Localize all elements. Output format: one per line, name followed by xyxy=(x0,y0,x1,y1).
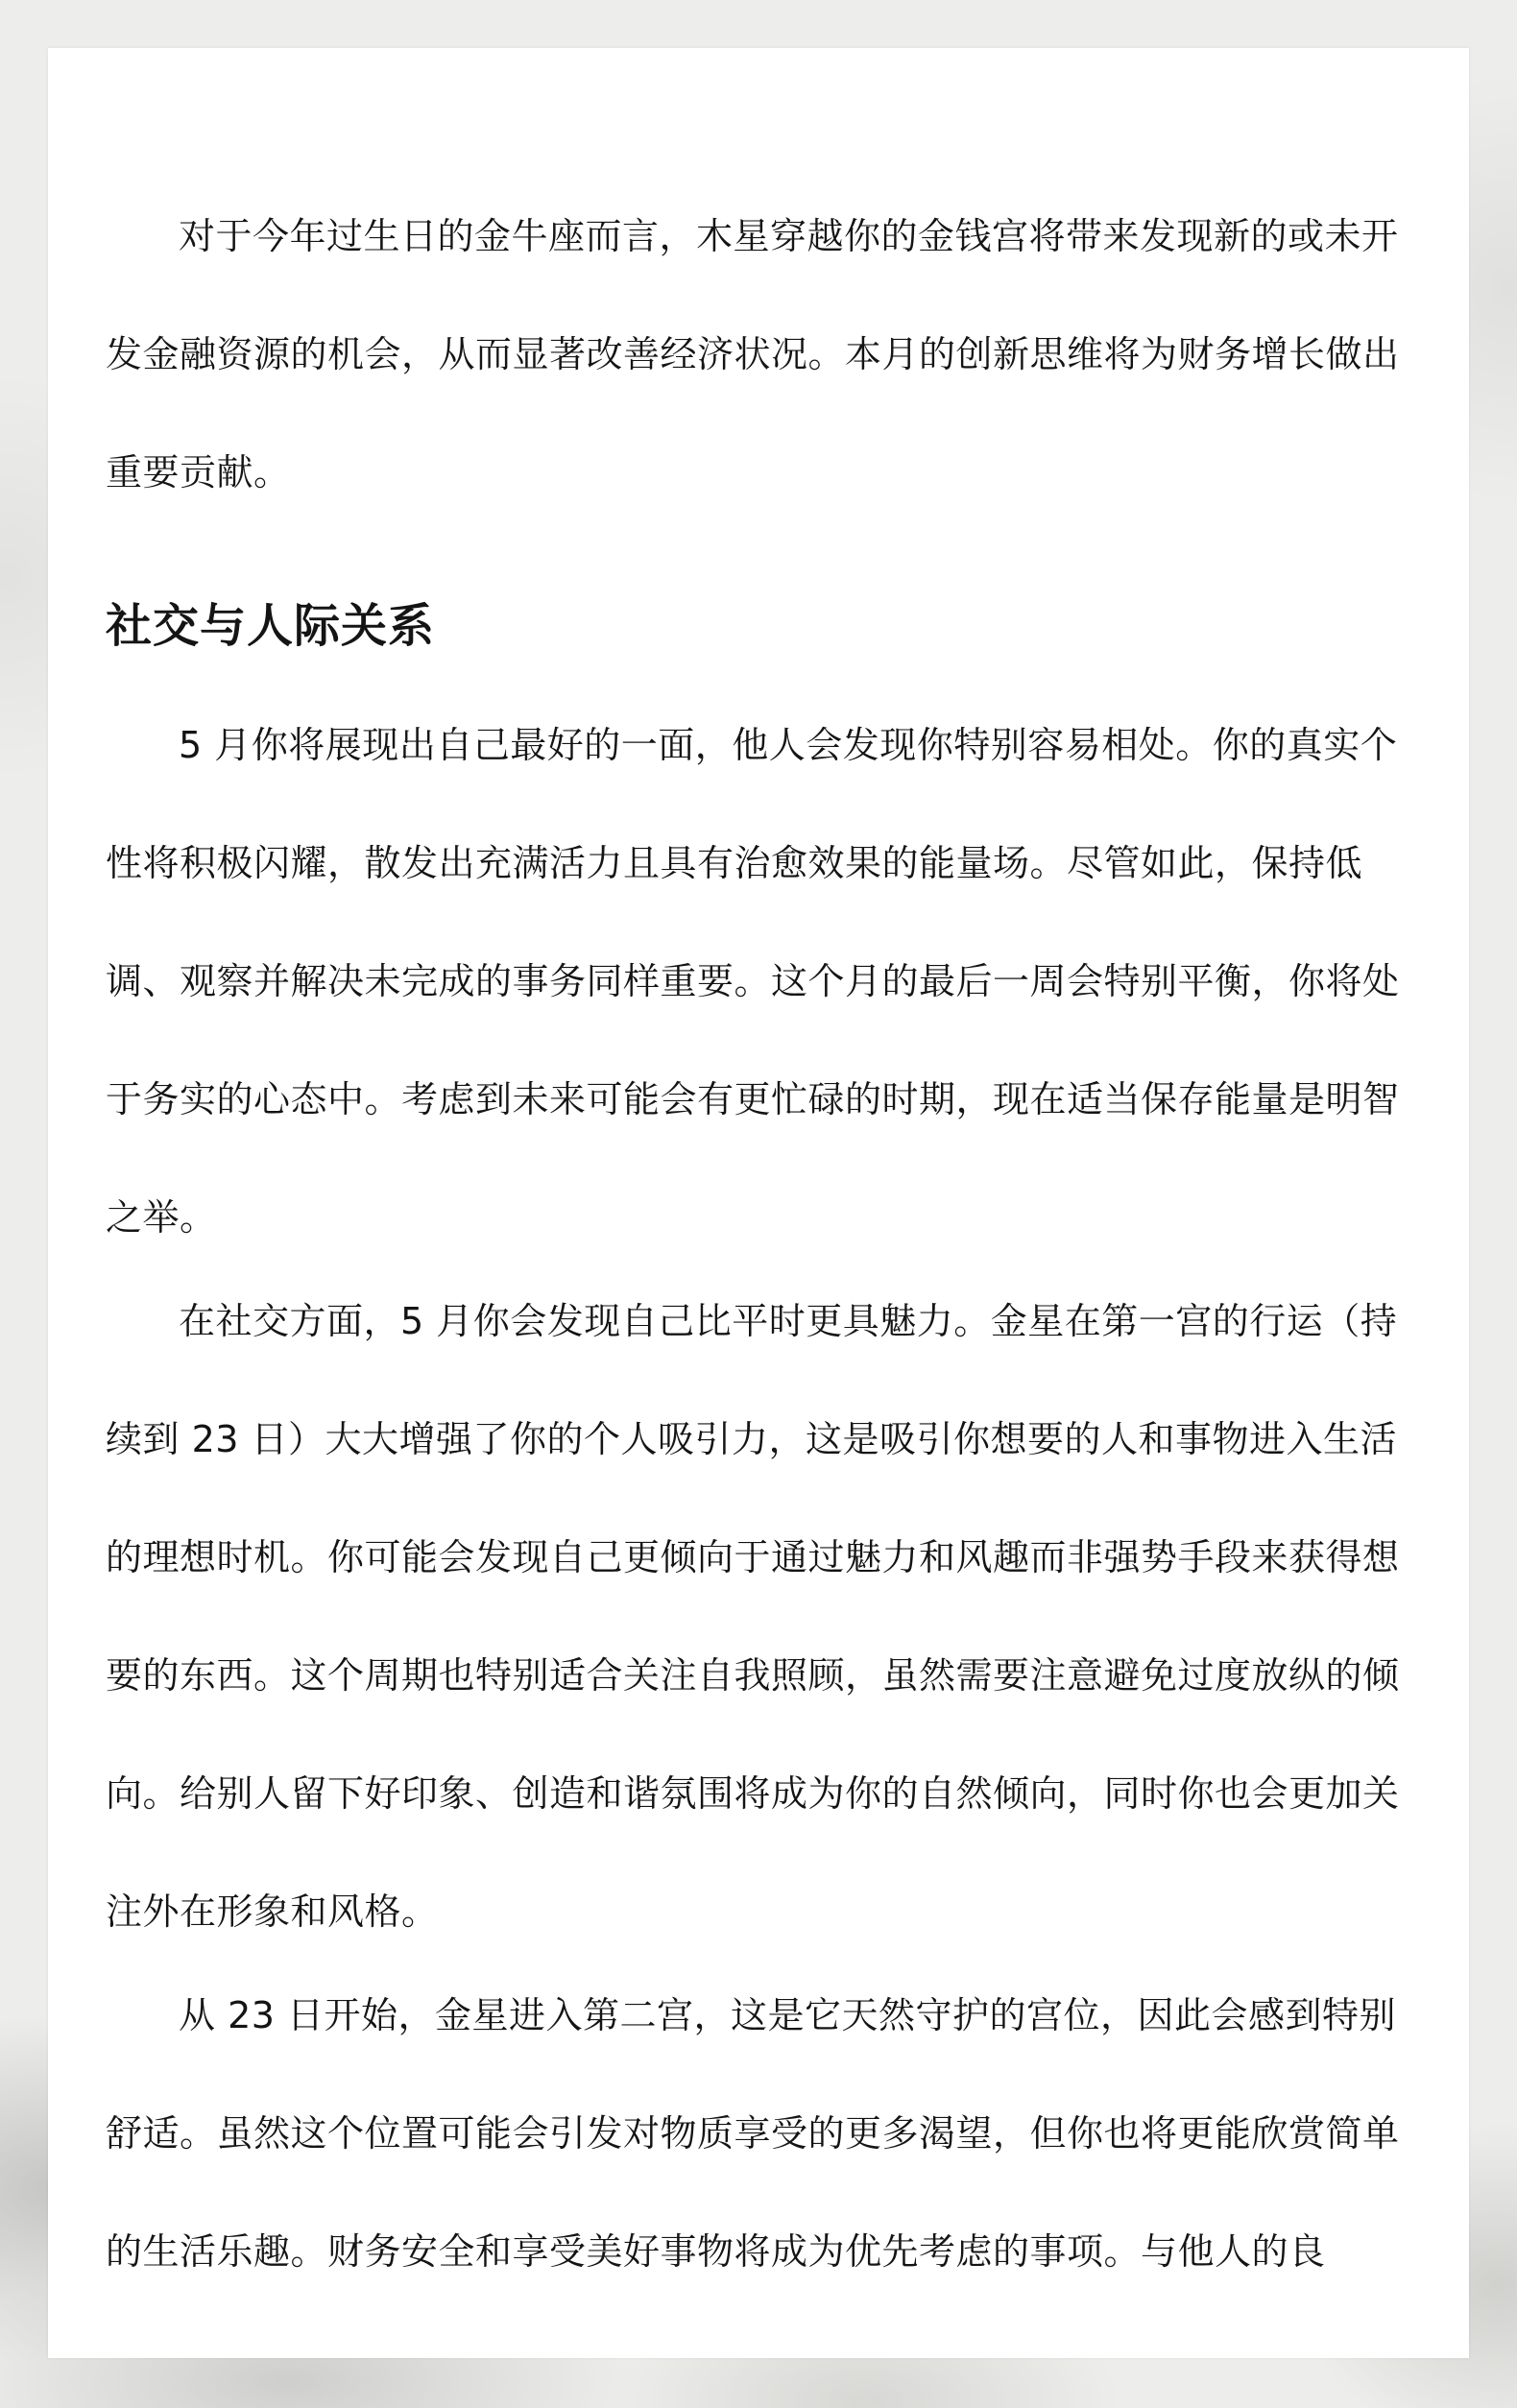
paragraph-social-1: 5 月你将展现出自己最好的一面，他人会发现你特别容易相处。你的真实个性将积极闪耀，散发出充满活力且具有治愈效果的能量场。尽管如此，保持低调、观察并解决未完成的事务同样重要。这个月的最后一周会特别平衡，你将处于务实的心态中。考虑到未来可能会有更忙碌的时期，现在适当保存能量是明智之举。 xyxy=(106,724,1400,1239)
paragraph-finance: 对于今年过生日的金牛座而言，木星穿越你的金钱宫将带来发现新的或未开发金融资源的机会，从而显著改善经济状况。本月的创新思维将为财务增长做出重要贡献。 xyxy=(106,215,1400,494)
paragraph-social-3: 从 23 日开始，金星进入第二宫，这是它天然守护的宫位，因此会感到特别舒适。虽然这个位置可能会引发对物质享受的更多渴望，但你也将更能欣赏简单的生活乐趣。财务安全和享受美好事物将成为优先考虑的事项。与他人的良 xyxy=(106,1994,1400,2273)
document-page xyxy=(48,48,1469,2358)
article-body xyxy=(106,178,1421,2311)
paragraph-social-2: 在社交方面，5 月你会发现自己比平时更具魅力。金星在第一宫的行运（持续到 23 日）大大增强了你的个人吸引力，这是吸引你想要的人和事物进入生活的理想时机。你可能会发现自己更倾向于通过魅力和风趣而非强势手段来获得想要的东西。这个周期也特别适合关注自我照顾，虽然需要注意避免过度放纵的倾向。给别人留下好印象、创造和谐氛围将成为你的自然倾向，同时你也会更加关注外在形象和风格。 xyxy=(106,1300,1400,1933)
section-heading-social: 社交与人际关系 xyxy=(106,599,436,653)
